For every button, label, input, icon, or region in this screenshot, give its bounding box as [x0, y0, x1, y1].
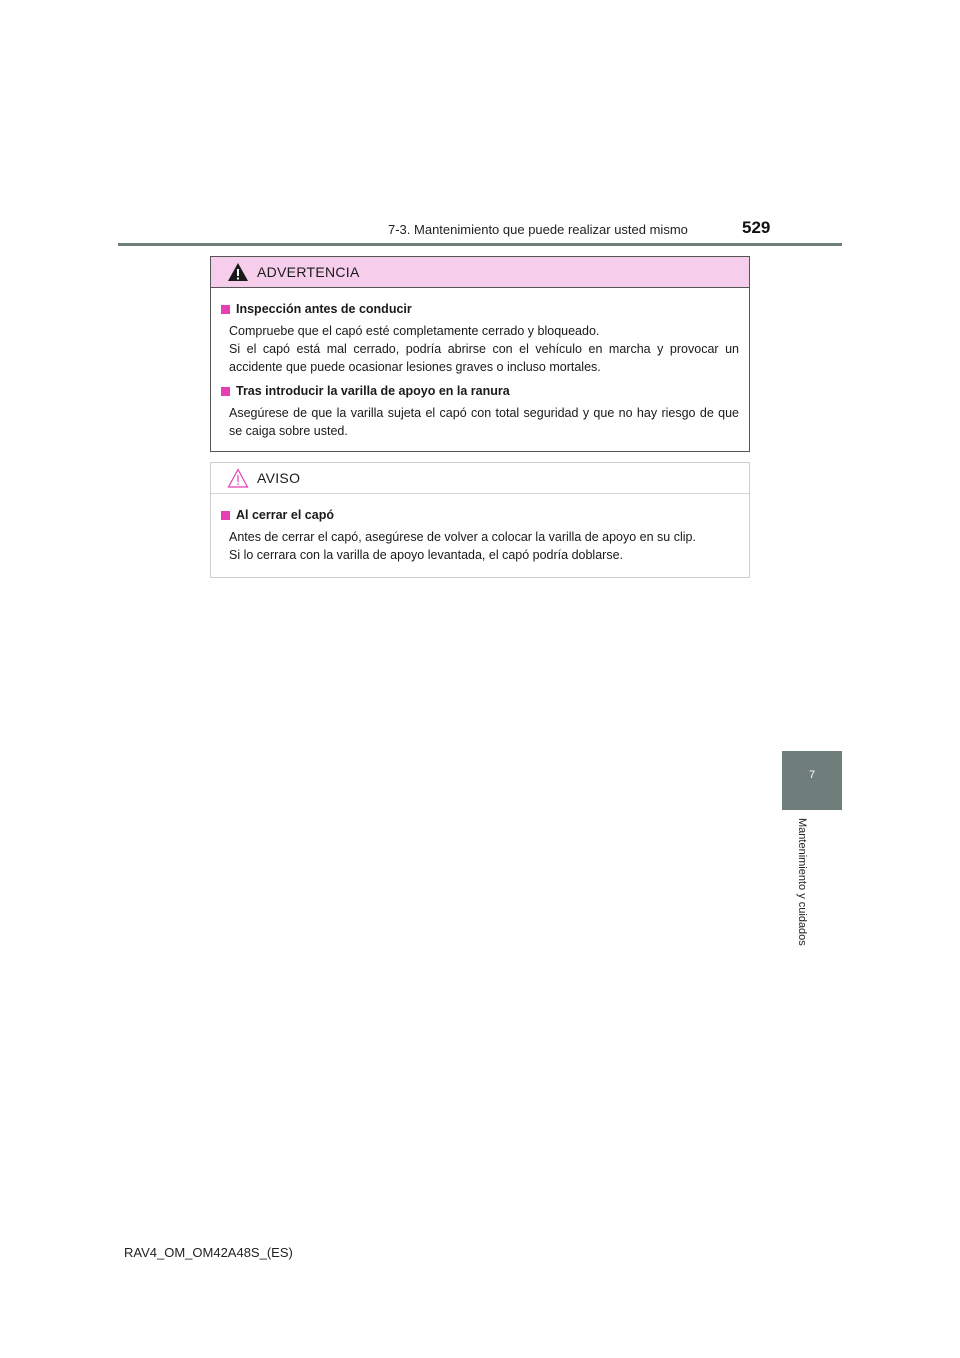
- chapter-tab[interactable]: [782, 751, 842, 810]
- bullet-square-icon: [221, 387, 230, 396]
- caution-triangle-icon: [227, 468, 249, 488]
- warning-box-body: [211, 288, 749, 440]
- warning-box: [210, 256, 750, 452]
- bullet-square-icon: [221, 305, 230, 314]
- warning-box-header: [211, 257, 749, 288]
- warning-item-line: Si el capó está mal cerrado, podría abrirse con el vehículo en marcha y provocar un accidente que puede ocasionar lesiones graves o incluso mortales.: [229, 342, 739, 374]
- notice-item-text: [221, 528, 739, 564]
- notice-box-header: [211, 463, 749, 494]
- notice-box-body: [211, 494, 749, 564]
- header-section-title: 7-3. Mantenimiento que puede realizar usted mismo: [388, 222, 688, 237]
- warning-item-title-text: Tras introducir la varilla de apoyo en la ranura: [236, 384, 510, 398]
- warning-item-title-text: Inspección antes de conducir: [236, 302, 412, 316]
- header-rule: [118, 243, 842, 246]
- notice-box: [210, 462, 750, 578]
- warning-item-title: [221, 382, 739, 400]
- warning-box-title: ADVERTENCIA: [257, 264, 360, 280]
- warning-item-title: [221, 300, 739, 318]
- warning-item-line: Compruebe que el capó esté completamente cerrado y bloqueado.: [229, 324, 600, 338]
- footer-document-code: RAV4_OM_OM42A48S_(ES): [124, 1245, 293, 1260]
- warning-item-text: [221, 404, 739, 440]
- notice-item-title: [221, 506, 739, 524]
- warning-item-text: [221, 322, 739, 376]
- warning-item-line: Asegúrese de que la varilla sujeta el capó con total seguridad y que no hay riesgo de que se caiga sobre usted.: [229, 406, 739, 438]
- chapter-label: Mantenimiento y cuidados: [796, 818, 808, 946]
- warning-triangle-icon: [227, 262, 249, 282]
- notice-item-line: Si lo cerrara con la varilla de apoyo levantada, el capó podría doblarse.: [229, 548, 623, 562]
- bullet-square-icon: [221, 511, 230, 520]
- page-number: 529: [742, 218, 771, 237]
- chapter-number: 7: [808, 769, 816, 781]
- notice-box-title: AVISO: [257, 470, 301, 486]
- notice-item-line: Antes de cerrar el capó, asegúrese de volver a colocar la varilla de apoyo en su clip.: [229, 530, 696, 544]
- notice-item-title-text: Al cerrar el capó: [236, 508, 334, 522]
